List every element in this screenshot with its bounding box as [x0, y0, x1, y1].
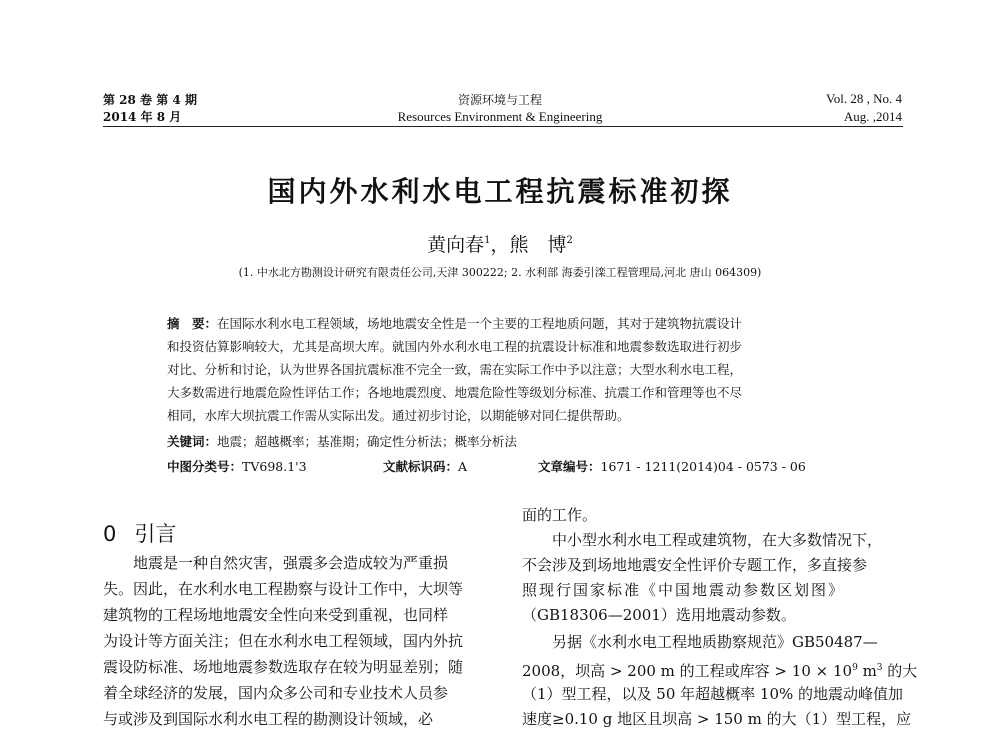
- author-1: 黄向春: [427, 234, 485, 256]
- abstract-line: 大多数需进行地震危险性评估工作；各地地震烈度、地震危险性等级划分标准、抗震工作和管理等也不尽: [167, 385, 743, 400]
- section-number: 0: [103, 522, 117, 546]
- body-line: 地震是一种自然灾害，强震多会造成较为严重损: [103, 554, 449, 572]
- body-line: 2008，坝高 > 200 m 的工程或库容 > $10 \times 10^9$ $m^3$ 的大: [522, 662, 918, 680]
- article-number: 文章编号：1671 - 1211(2014)04 - 0573 - 06: [538, 459, 806, 474]
- section-title: 引言: [134, 522, 177, 546]
- abstract-line: 和投资估算影响较大，尤其是高坝大库。就国内外水利水电工程的抗震设计标准和地震参数选取进行初步: [167, 339, 743, 354]
- document-code: 文献标识码：A: [383, 459, 468, 474]
- keywords-text: 地震；超越概率；基准期；确定性分析法；概率分析法: [217, 434, 518, 449]
- abstract-line: 相同，水库大坝抗震工作需从实际出发。通过初步讨论，以期能够对同仁提供帮助。: [167, 408, 630, 423]
- body-line: 着全球经济的发展，国内众多公司和专业技术人员参: [103, 684, 449, 702]
- body-line: 照现行国家标准《中国地震动参数区划图》: [522, 581, 846, 599]
- article-title: 国内外水利水电工程抗震标准初探: [267, 175, 733, 208]
- volume-issue-en: Vol. 28 , No. 4: [826, 91, 902, 106]
- body-line: 速度≥0.10 g 地区且坝高 > 150 m 的大（1）型工程，应: [522, 710, 912, 728]
- author-2: 熊 博: [509, 234, 567, 256]
- body-line: （1）型工程，以及 50 年超越概率 10% 的地震动峰值加: [522, 685, 904, 703]
- abstract-label: 摘 要：: [167, 316, 218, 331]
- author-2-affil: 2: [566, 235, 573, 246]
- clc-number: 中图分类号：TV698.1'3: [167, 459, 307, 474]
- keywords-label: 关键词：: [167, 434, 218, 449]
- body-line: 面的工作。: [522, 506, 598, 524]
- body-line: （GB18306—2001）选用地震动参数。: [522, 606, 796, 624]
- section-heading: [103, 518, 176, 548]
- journal-name-en: Resources Environment & Engineering: [397, 109, 603, 124]
- abstract-line: 对比、分析和讨论，认为世界各国抗震标准不完全一致，需在实际工作中予以注意；大型水利水电工程，: [167, 362, 743, 377]
- keywords: [167, 430, 517, 453]
- body-line: 震设防标准、场地地震参数选取存在较为明显差别；随: [103, 658, 464, 676]
- body-line: 不会涉及到场地地震安全性评价专题工作，多直接参: [522, 556, 868, 574]
- date-en: Aug. ,2014: [843, 109, 902, 124]
- body-line: 中小型水利水电工程或建筑物，在大多数情况下，: [522, 531, 883, 549]
- body-line: 与或涉及到国际水利水电工程的勘测设计领域，必: [103, 710, 434, 728]
- affiliations: (1. 中水北方勘测设计研究有限责任公司,天津 300222; 2. 水利部 海委引滦工程管理局,河北 唐山 064309): [238, 266, 762, 279]
- date-cn: 2014 年 8 月: [103, 110, 182, 124]
- journal-name-cn: 资源环境与工程: [457, 93, 542, 107]
- author-1-affil: 1: [484, 235, 491, 246]
- body-line: 失。因此，在水利水电工程勘察与设计工作中，大坝等: [103, 580, 464, 598]
- authors: [0, 230, 1000, 257]
- volume-issue-cn: 第 28 卷 第 4 期: [103, 93, 197, 107]
- body-line: 建筑物的工程场地地震安全性向来受到重视，也同样: [103, 606, 449, 624]
- body-line: 另据《水利水电工程地质勘察规范》GB50487—: [522, 633, 878, 651]
- header-rule: [103, 126, 903, 127]
- body-line: 为设计等方面关注；但在水利水电工程领域，国内外抗: [103, 632, 464, 650]
- author-separator: ，: [490, 234, 510, 256]
- abstract-line: 摘 要：在国际水利水电工程领域，场地地震安全性是一个主要的工程地质问题，其对于建筑物抗震设计: [167, 316, 743, 331]
